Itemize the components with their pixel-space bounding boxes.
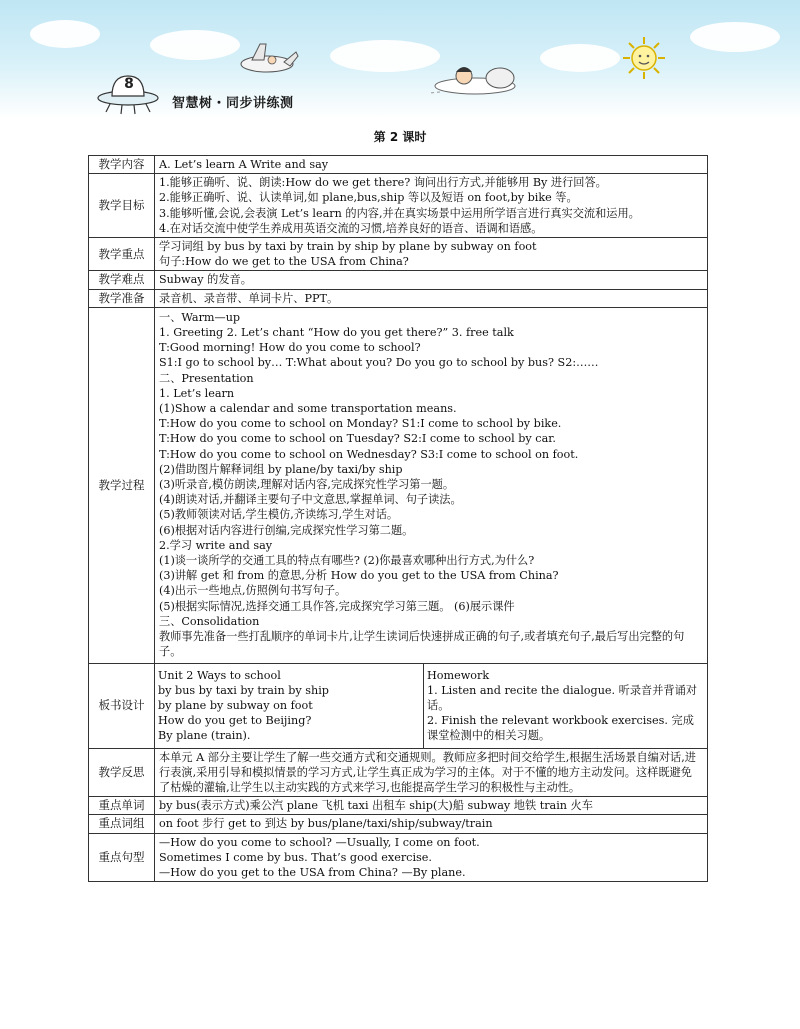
process-line: T:Good morning! How do you come to school? [159, 341, 421, 355]
board-design [155, 664, 707, 748]
kid-on-plane-icon [430, 58, 530, 98]
header-banner [0, 0, 800, 118]
row-value [155, 289, 708, 307]
row-process [89, 307, 708, 663]
objective-item: 4.在对话交流中使学生养成用英语交流的习惯,培养良好的语音、语调和语感。 [159, 221, 543, 235]
row-value [155, 748, 708, 797]
row-key-phrases [89, 815, 708, 833]
difficulty-text: Subway 的发音。 [159, 273, 252, 287]
process-line: T:How do you come to school on Monday? S1:I come to school by bike. [159, 417, 562, 431]
row-label: 教学准备 [89, 289, 155, 307]
row-value [155, 307, 708, 663]
key-point-item: 句子:How do we get to the USA from China? [159, 255, 409, 269]
row-label: 教学难点 [89, 271, 155, 289]
process-line: 三、Consolidation [159, 614, 260, 628]
airplane-icon [232, 38, 302, 82]
process-line: S1:I go to school by… T:What about you? Do you go to school by bus? S2:…… [159, 356, 599, 370]
row-key-points [89, 238, 708, 271]
process-line: 二、Presentation [159, 371, 254, 385]
row-label: 教学目标 [89, 174, 155, 238]
row-label: 教学过程 [89, 307, 155, 663]
board-line: by plane by subway on foot [158, 698, 313, 712]
key-words-text: by bus(表示方式)乘公汽 plane 飞机 taxi 出租车 ship(大)船 subway 地铁 train 火车 [159, 799, 593, 813]
objective-item: 3.能够听懂,会说,会表演 Let’s learn 的内容,并在真实场景中运用所学语言进行真实交流和运用。 [159, 206, 640, 220]
board-line: By plane (train). [158, 729, 251, 743]
homework-title: Homework [427, 668, 490, 682]
process-line: (1)Show a calendar and some transportation means. [159, 402, 457, 416]
row-difficulty [89, 271, 708, 289]
row-value [155, 663, 708, 748]
series-title: 智慧树・同步讲练测 [172, 96, 294, 111]
row-content [89, 156, 708, 174]
process-line: T:How do you come to school on Wednesday? S3:I come to school on foot. [159, 447, 579, 461]
process-line: (2)借助图片解释词组 by plane/by taxi/by ship [159, 462, 403, 476]
reflection-text: 本单元 A 部分主要让学生了解一些交通方式和交通规则。教师应多把时间交给学生,根据生活场景自编对话,进行表演,采用引导和模拟情景的学习方式,让学生真正成为学习的主体。对于不懂的地方主动发问。这样既避免了枯燥的灌输,让学生以主动实践的方式来学习,也能提高学生学习的积极性与主动性。 [159, 750, 696, 794]
row-reflection [89, 748, 708, 797]
row-key-words [89, 797, 708, 815]
content-text: A. Let’s learn A Write and say [159, 158, 329, 171]
row-value [155, 156, 708, 174]
cloud-decoration [150, 30, 240, 60]
board-line: by bus by taxi by train by ship [158, 683, 329, 697]
row-board [89, 663, 708, 748]
process-line: (4)出示一些地点,仿照例句书写句子。 [159, 584, 347, 598]
process-line: 2.学习 write and say [159, 538, 273, 552]
process-line: (5)根据实际情况,选择交通工具作答,完成探究学习第三题。 (6)展示课件 [159, 599, 515, 613]
row-label: 教学重点 [89, 238, 155, 271]
board-left [155, 664, 424, 748]
row-label: 重点单词 [89, 797, 155, 815]
cloud-decoration [540, 44, 620, 72]
process-line: (6)根据对话内容进行创编,完成探究性学习第二题。 [159, 523, 414, 537]
process-line: (3)讲解 get 和 from 的意思,分析 How do you get to the USA from China? [159, 569, 559, 583]
cloud-decoration [690, 22, 780, 52]
process-line: T:How do you come to school on Tuesday? S2:I come to school by car. [159, 432, 556, 446]
row-label: 教学反思 [89, 748, 155, 797]
row-label: 重点句型 [89, 833, 155, 882]
process-line: (3)听录音,模仿朗读,理解对话内容,完成探究性学习第一题。 [159, 478, 455, 492]
row-value [155, 815, 708, 833]
key-phrases-text: on foot 步行 get to 到达 by bus/plane/taxi/ship/subway/train [159, 817, 493, 831]
board-right [424, 664, 708, 748]
lesson-title: 第 2 课时 [373, 130, 427, 144]
process-line: 教师事先准备一些打乱顺序的单词卡片,让学生读词后快速拼成正确的句子,或者填充句子,最后写出完整的句子。 [159, 630, 685, 659]
objective-item: 2.能够正确听、说、认读单词,如 plane,bus,ship 等以及短语 on foot,by bike 等。 [159, 191, 578, 205]
process-line: (5)教师领读对话,学生模仿,齐读练习,学生对话。 [159, 508, 399, 522]
process-line: 1. Greeting 2. Let’s chant “How do you get there?” 3. free talk [159, 326, 514, 340]
row-objectives [89, 174, 708, 238]
key-sentence-line: Sometimes I come by bus. That’s good exercise. [159, 850, 432, 864]
page-number: 8 [124, 76, 134, 92]
row-value [155, 271, 708, 289]
key-sentence-line: —How do you get to the USA from China? —By plane. [159, 865, 466, 879]
preparation-text: 录音机、录音带、单词卡片、PPT。 [159, 291, 339, 305]
row-value [155, 238, 708, 271]
row-value [155, 833, 708, 882]
row-label: 重点词组 [89, 815, 155, 833]
homework-item: 1. Listen and recite the dialogue. 听录音并背诵对话。 [427, 683, 697, 712]
cloud-decoration [30, 20, 100, 48]
process-line: 1. Let’s learn [159, 386, 235, 400]
process-line: 一、Warm—up [159, 310, 241, 324]
key-sentence-line: —How do you come to school? —Usually, I come on foot. [159, 835, 480, 849]
row-value [155, 174, 708, 238]
key-point-item: 学习词组 by bus by taxi by train by ship by plane by subway on foot [159, 240, 537, 254]
objective-item: 1.能够正确听、说、朗读:How do we get there? 询问出行方式,并能够用 By 进行回答。 [159, 176, 607, 190]
process-line: (4)朗读对话,并翻译主要句子中文意思,掌握单词、句子读法。 [159, 493, 462, 507]
board-line: Unit 2 Ways to school [158, 668, 281, 682]
sun-icon [622, 36, 666, 80]
board-line: How do you get to Beijing? [158, 714, 312, 728]
row-key-sentences [89, 833, 708, 882]
row-label: 教学内容 [89, 156, 155, 174]
row-preparation [89, 289, 708, 307]
process-line: (1)谈一谈所学的交通工具的特点有哪些? (2)你最喜欢哪种出行方式,为什么? [159, 554, 535, 568]
lesson-plan-table [88, 155, 708, 882]
cloud-decoration [330, 40, 440, 72]
homework-item: 2. Finish the relevant workbook exercises. 完成课堂检测中的相关习题。 [427, 714, 694, 743]
row-label: 板书设计 [89, 663, 155, 748]
row-value [155, 797, 708, 815]
